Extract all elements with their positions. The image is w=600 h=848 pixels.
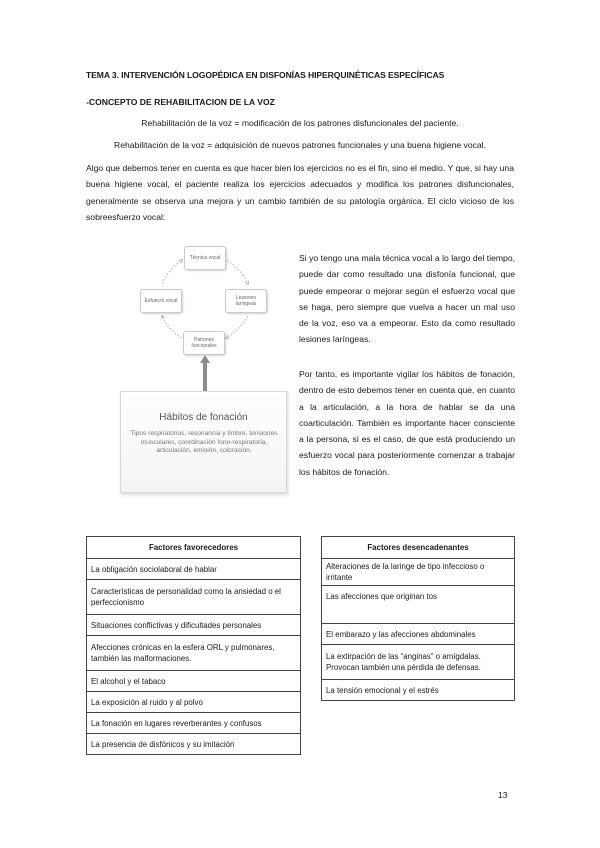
node-tecnica-vocal: Técnica vocal [184, 246, 226, 270]
table-row: La fonación en lugares reverberantes y confusos [87, 713, 301, 734]
node-lesiones-laringeas: Lesiones laríngeas [225, 289, 267, 313]
definition-line-2: Rehabilitación de la voz = adquisición de nuevos patrones funcionales y una buena higiene vocal. [114, 140, 486, 150]
table-row: La extirpación de las “anginas” o amígdalas. Provocan también una pérdida de defensas. [322, 645, 515, 680]
side-paragraph-1: Si yo tengo una mala técnica vocal a lo largo del tiempo, puede dar como resultado una disfonía funcional, que puede empeorar o mejorar según el esfuerzo vocal que se haga, pero siempre que vuelva a hacer un mal uso de la voz, eso va a empeorar. Esto da como resultado lesiones laríngeas. [299, 253, 515, 345]
node-patrones-funcionales: Patrones funcionales [183, 331, 225, 355]
arrow-left-top [162, 260, 182, 284]
vicious-cycle-diagram [120, 238, 290, 358]
table-row: Afecciones crónicas en la esfera ORL y pulmonares, también las malformaciones. [87, 636, 301, 671]
arrow-right-bottom [226, 316, 248, 338]
table-row: El embarazo y las afecciones abdominales [322, 624, 515, 645]
arrow-top-right [227, 260, 248, 284]
habitos-fonacion-box [120, 391, 287, 493]
table-row: La presencia de disfónicos y su imitación [87, 734, 301, 755]
section-heading: -CONCEPTO DE REHABILITACION DE LA VOZ [86, 97, 275, 107]
factores-favorecedores-table [86, 536, 301, 755]
table-row: Características de personalidad como la ansiedad o el perfeccionismo [87, 580, 301, 615]
habitos-text: Tipos respiratorios, resonancia y timbre, tensiones musculares, coordinación fono-respiratoria, articulación, emisión, coloración. [130, 430, 278, 454]
factores-desencadenantes-table [321, 536, 515, 701]
definition-line-1: Rehabilitación de la voz = modificación de los patrones disfuncionales del paciente. [141, 118, 459, 128]
table-row: Situaciones conflictivas y dificultades personales [87, 615, 301, 636]
arrow-bottom-left [162, 316, 182, 338]
table-header: Factores desencadenantes [322, 537, 515, 559]
table-header: Factores favorecedores [87, 537, 301, 559]
node-esfuerzo-vocal: Esfuerzo vocal [140, 289, 182, 313]
table-row: La tensión emocional y el estrés [322, 680, 515, 701]
side-paragraph-2: Por tanto, es importante vigilar los hábitos de fonación, dentro de esto debemos tener en cuenta que, en cuanto a la articulación, a la hora de hablar se da una coarticulación. También es importante hacer consciente a la persona, si es el caso, de que está produciendo un esfuerzo vocal para posteriormente comenzar a trabajar los hábitos de fonación. [299, 369, 515, 477]
page-number: 13 [498, 790, 508, 800]
table-row: El alcohol y el tabaco [87, 671, 301, 692]
up-arrow-icon [198, 354, 212, 392]
table-row: Las afecciones que originan tos [322, 586, 515, 624]
table-row: La obligación sociolaboral de hablar [87, 559, 301, 580]
habitos-title: Hábitos de fonación [159, 412, 248, 423]
intro-paragraph: Algo que debemos tener en cuenta es que hacer bien los ejercicios no es el fin, sino el medio. Y que, si hay una buena higiene vocal, el paciente realiza los ejercicios adecuados y modifica los patrones disfuncionales, generalmente se observa una mejora y un cambio también de su patología orgánica. El ciclo vicioso de los sobreesfuerzo vocal: [86, 163, 514, 223]
table-row: Alteraciones de la laringe de tipo infeccioso o irritante [322, 559, 515, 586]
table-row: La exposición al ruido y al polvo [87, 692, 301, 713]
document-title: TEMA 3. INTERVENCIÓN LOGOPÉDICA EN DISFONÍAS HIPERQUINÉTICAS ESPECÍFICAS [86, 70, 445, 80]
